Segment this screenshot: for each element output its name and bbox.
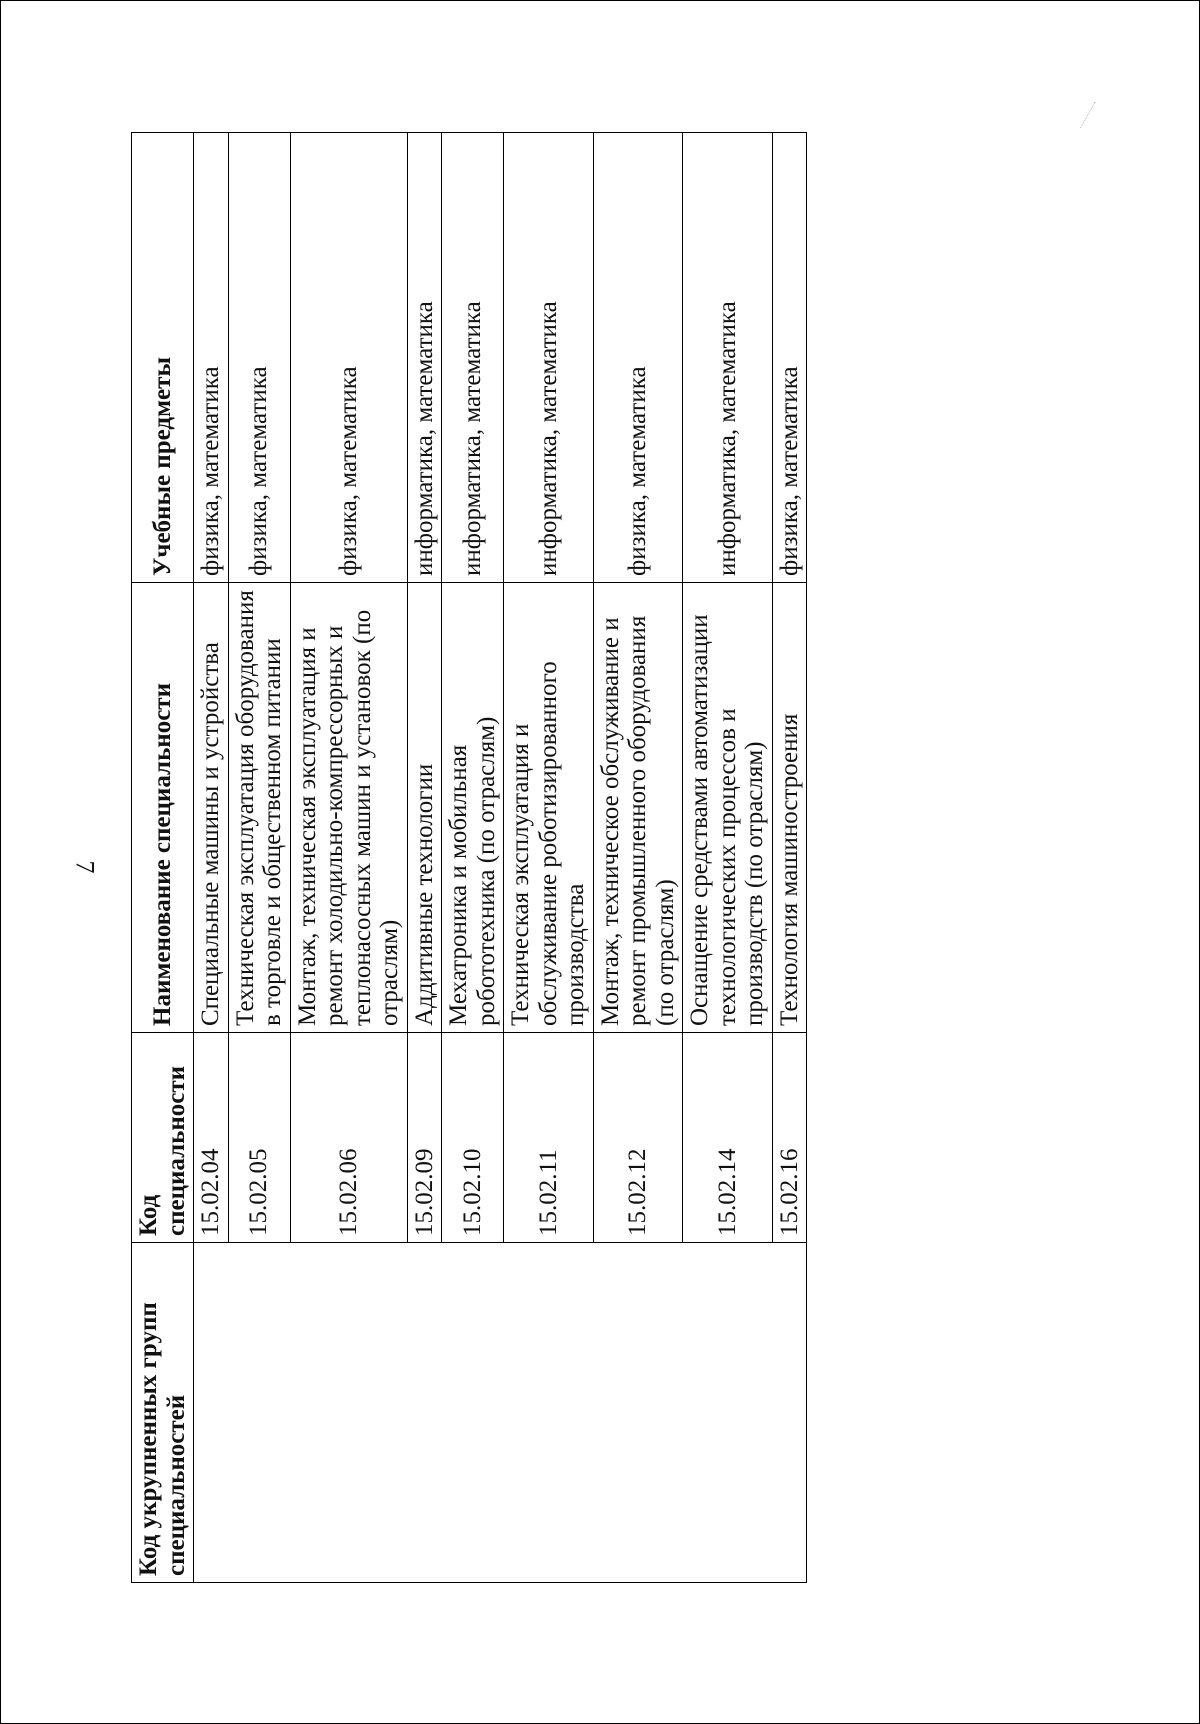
specialty-code-cell: 15.02.09 <box>407 1033 442 1243</box>
specialty-name-cell: Монтаж, техническое обслуживание и ремонт промышленного оборудования (по отраслям) <box>593 583 683 1033</box>
subjects-cell: информатика, математика <box>504 133 594 583</box>
specialty-name-cell: Оснащение средствами автоматизации технологических процессов и производств (по отраслям) <box>683 583 773 1033</box>
header-specialty-name: Наименование специальности <box>132 583 194 1033</box>
specialty-code-cell: 15.02.16 <box>772 1033 807 1243</box>
rotated-table-wrapper <box>131 133 1061 1583</box>
header-specialty-code: Код специальности <box>132 1033 194 1243</box>
specialty-name-cell: Технология машиностроения <box>772 583 807 1033</box>
group-code-cell <box>194 1243 807 1583</box>
specialty-code-cell: 15.02.10 <box>442 1033 504 1243</box>
subjects-cell: физика, математика <box>228 133 290 583</box>
specialty-code-cell: 15.02.05 <box>228 1033 290 1243</box>
subjects-cell: информатика, математика <box>683 133 773 583</box>
page-number: 7 <box>70 860 100 874</box>
specialty-name-cell: Техническая эксплуатация оборудования в торговле и общественном питании <box>228 583 290 1033</box>
subjects-cell: физика, математика <box>772 133 807 583</box>
specialty-name-cell: Специальные машины и устройства <box>194 583 229 1033</box>
subjects-cell: информатика, математика <box>442 133 504 583</box>
specialty-name-cell: Монтаж, техническая эксплуатация и ремонт холодильно-компрессорных и теплонасосных машин и установок (по отраслям) <box>290 583 407 1033</box>
subjects-cell: физика, математика <box>290 133 407 583</box>
specialties-table <box>131 132 807 1583</box>
subjects-cell: физика, математика <box>593 133 683 583</box>
subjects-cell: физика, математика <box>194 133 229 583</box>
header-subjects: Учебные предметы <box>132 133 194 583</box>
header-group-code: Код укрупненных групп специальностей <box>132 1243 194 1583</box>
specialty-name-cell: Техническая эксплуатация и обслуживание роботизированного производства <box>504 583 594 1033</box>
table-row <box>194 133 229 1583</box>
specialty-code-cell: 15.02.04 <box>194 1033 229 1243</box>
specialty-code-cell: 15.02.11 <box>504 1033 594 1243</box>
subjects-cell: информатика, математика <box>407 133 442 583</box>
specialty-name-cell: Мехатроника и мобильная робототехника (по отраслям) <box>442 583 504 1033</box>
specialty-code-cell: 15.02.14 <box>683 1033 773 1243</box>
table-header-row <box>132 133 194 1583</box>
specialty-name-cell: Аддитивные технологии <box>407 583 442 1033</box>
specialty-code-cell: 15.02.12 <box>593 1033 683 1243</box>
specialty-code-cell: 15.02.06 <box>290 1033 407 1243</box>
